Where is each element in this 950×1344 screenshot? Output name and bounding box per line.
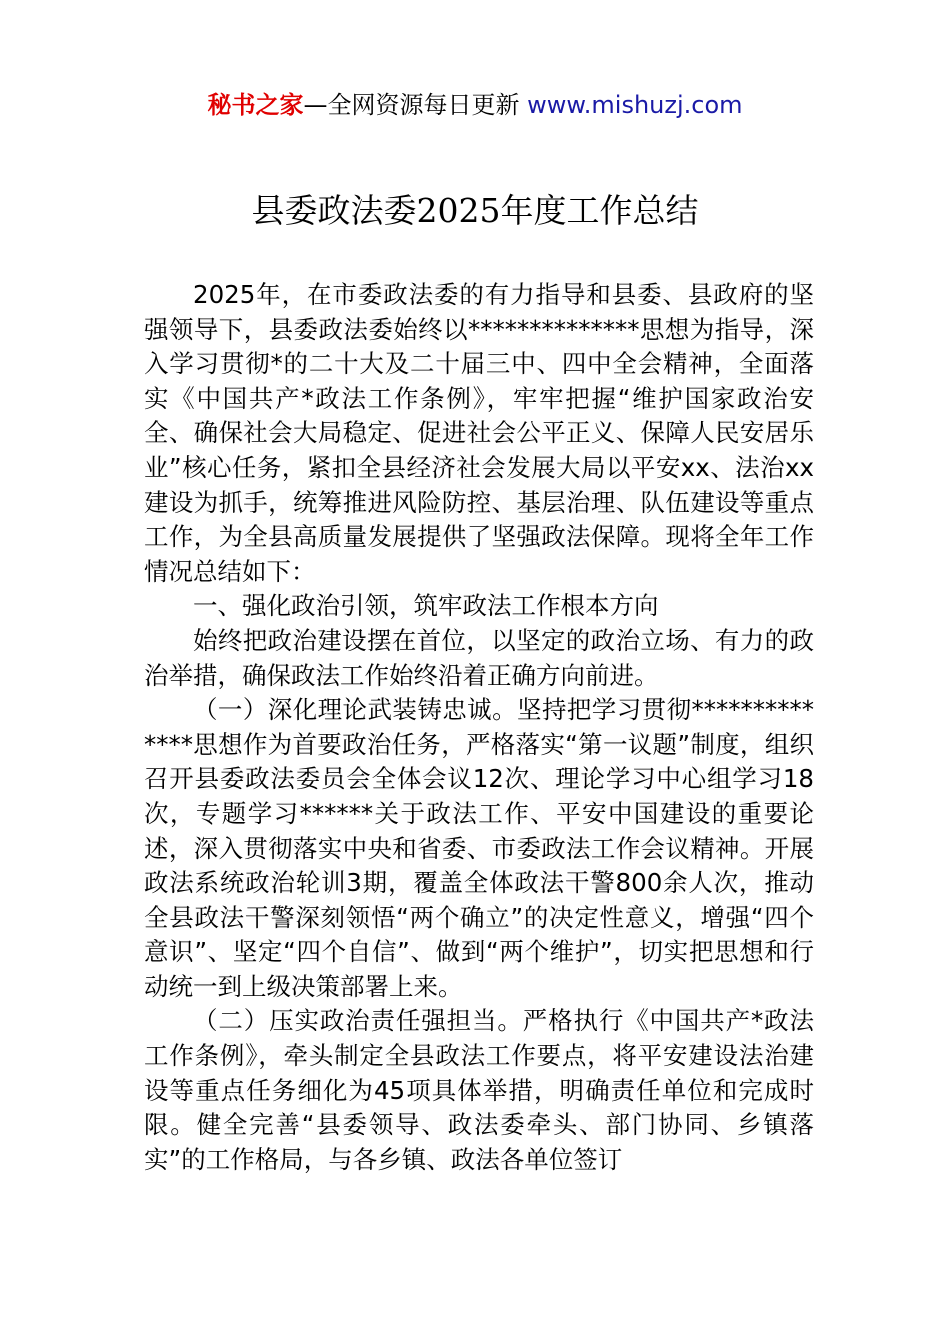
document-body <box>144 278 814 1177</box>
section-heading-1: 一、强化政治引领，筑牢政法工作根本方向 <box>193 591 659 621</box>
paragraph-subsection-2: （二）压实政治责任强担当。严格执行《中国共产*政法工作条例》，牵头制定全县政法工作要点，将平安建设法治建设等重点任务细化为45项具体举措，明确责任单位和完成时限。健全完善“县委领导、政法委牵头、部门协同、乡镇落实”的工作格局，与各乡镇、政法各单位签订 <box>144 1006 814 1174</box>
site-url-link[interactable]: www.mishuzj.com <box>527 91 743 119</box>
paragraph-subsection-1: （一）深化理论武装铸忠诚。坚持把学习贯彻**************思想作为首要政治任务，严格落实“第一议题”制度，组织召开县委政法委员会全体会议12次、理论学习中心组学习18次，专题学习******关于政法工作、平安中国建设的重要论述，深入贯彻落实中央和省委、市委政法工作会议精神。开展政法系统政治轮训3期，覆盖全体政法干警800余人次，推动全县政法干警深刻领悟“两个确立”的决定性意义，增强“四个意识”、坚定“四个自信”、做到“两个维护”，切实把思想和行动统一到上级决策部署上来。 <box>144 695 814 1001</box>
site-tagline: —全网资源每日更新 <box>303 91 520 119</box>
site-brand: 秘书之家 <box>207 91 304 119</box>
paragraph-intro: 2025年，在市委政法委的有力指导和县委、县政府的坚强领导下，县委政法委始终以**************思想为指导，深入学习贯彻*的二十大及二十届三中、四中全会精神，全面落实《中国共产*政法工作条例》，牢牢把握“维护国家政治安全、确保社会大局稳定、促进社会公平正义、保障人民安居乐业”核心任务，紧扣全县经济社会发展大局以平安xx、法治xx建设为抓手，统筹推进风险防控、基层治理、队伍建设等重点工作，为全县高质量发展提供了坚强政法保障。现将全年工作情况总结如下： <box>144 280 814 586</box>
site-header <box>0 88 950 122</box>
document-title: 县委政法委2025年度工作总结 <box>251 191 699 230</box>
paragraph-section-1-summary: 始终把政治建设摆在首位，以坚定的政治立场、有力的政治举措，确保政法工作始终沿着正确方向前进。 <box>144 625 814 690</box>
